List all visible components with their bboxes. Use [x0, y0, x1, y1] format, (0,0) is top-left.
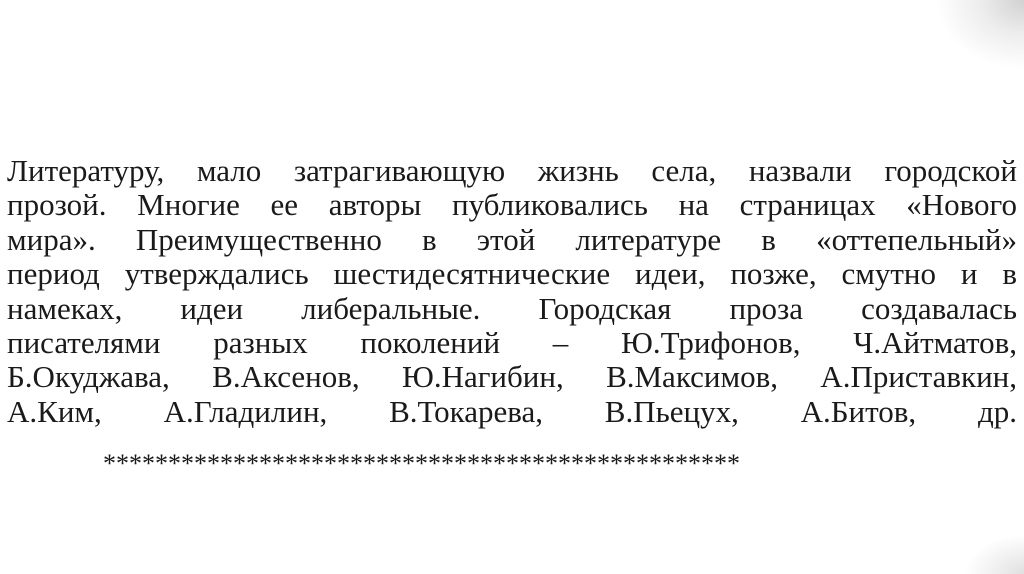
corner-shadow-decoration-bottom — [964, 534, 1024, 574]
paragraph-line: мира». Преимущественно в этой литературе в «оттепельный» — [7, 221, 1017, 257]
paragraph-line: Б.Окуджава, В.Аксенов, Ю.Нагибин, В.Максимов, А.Приставкин, — [7, 359, 1017, 395]
paragraph-line: период утверждались шестидесятнические идеи, позже, смутно и в — [7, 256, 1017, 292]
paragraph-line: намеках, идеи либеральные. Городская проза создавалась — [7, 290, 1017, 326]
paragraph-line: прозой. Многие ее авторы публиковались на страницах «Нового — [7, 187, 1017, 223]
asterisk-separator: ************************************************* — [103, 450, 740, 478]
paragraph-line: писателями разных поколений – Ю.Трифонов, Ч.Айтматов, — [7, 325, 1017, 361]
corner-shadow-decoration — [934, 0, 1024, 70]
body-paragraph — [7, 154, 1017, 429]
paragraph-line: Литературу, мало затрагивающую жизнь села, назвали городской — [7, 153, 1017, 188]
paragraph-line: А.Ким, А.Гладилин, В.Токарева, В.Пьецух, А.Битов, др. — [7, 393, 1017, 429]
